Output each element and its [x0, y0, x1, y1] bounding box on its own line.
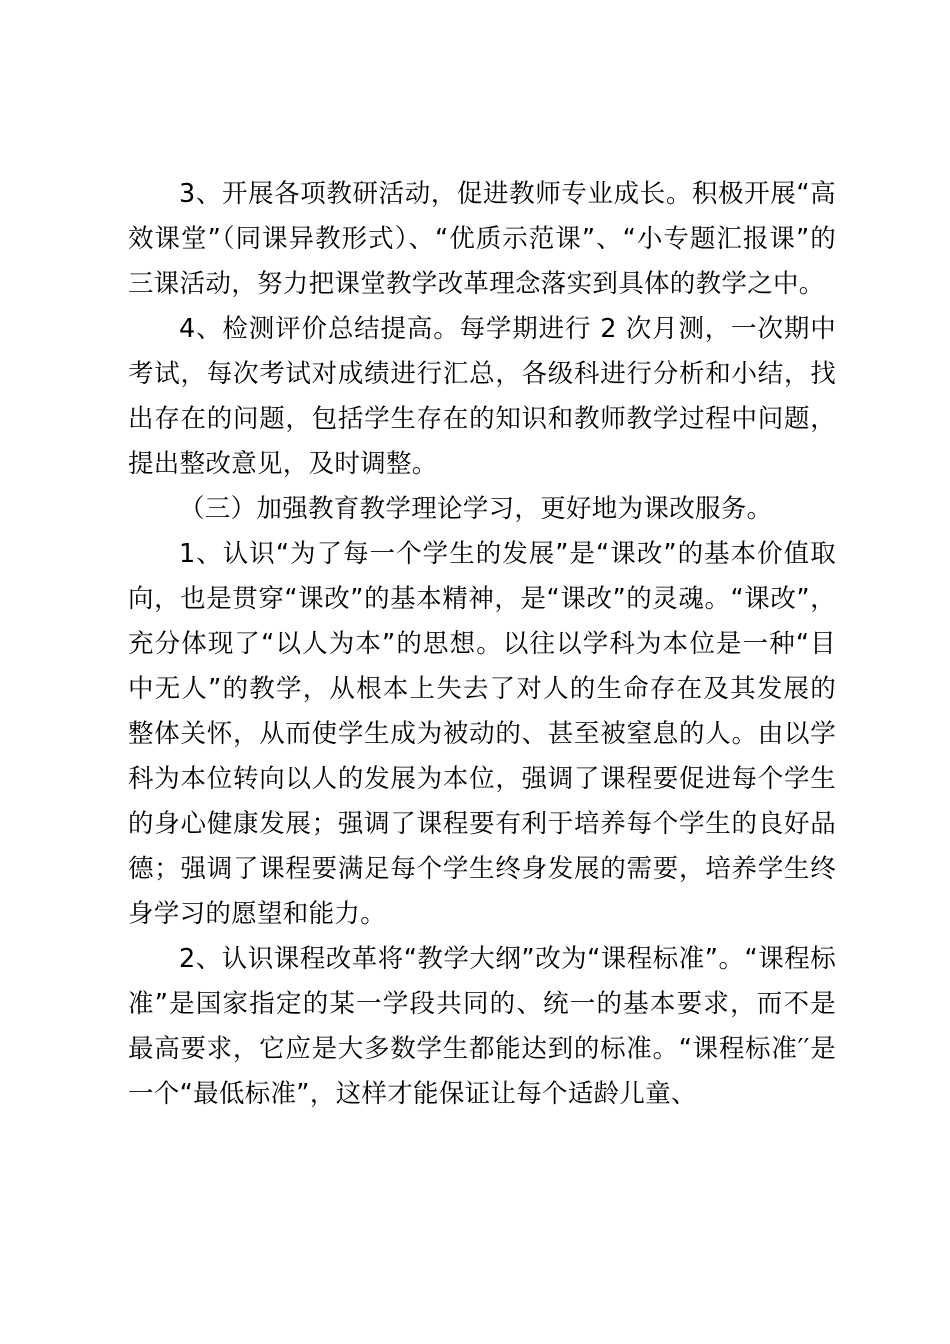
paragraph-item-1: 1、认识“为了每一个学生的发展”是“课改”的基本价值取向，也是贯穿“课改”的基本精神，是“课改”的灵魂。“课改”，充分体现了“以人为本”的思想。以往以学科为本位是一种“目中无人”的教学，从根本上失去了对人的生命存在及其发展的整体关怀，从而使学生成为被动的、甚至被窒息的人。由以学科为本位转向以人的发展为本位，强调了课程要促进每个学生的身心健康发展；强调了课程要有利于培养每个学生的良好品德；强调了课程要满足每个学生终身发展的需要，培养学生终身学习的愿望和能力。	[128, 539, 836, 929]
document-body	[128, 172, 836, 1117]
paragraph-item-3: 3、开展各项教研活动，促进教师专业成长。积极开展“高效课堂”（同课异教形式）、“优质示范课”、“小专题汇报课”的三课活动，努力把课堂教学改革理念落实到具体的教学之中。	[128, 179, 836, 299]
paragraph-item-2: 2、认识课程改革将“教学大纲”改为“课程标准”。“课程标准”是国家指定的某一学段共同的、统一的基本要求，而不是最高要求，它应是大多数学生都能达到的标准。“课程标准′′是一个“最低标准”，这样才能保证让每个适龄儿童、	[128, 944, 836, 1109]
paragraph-item-4: 4、检测评价总结提高。每学期进行 2 次月测，一次期中考试，每次考试对成绩进行汇总，各级科进行分析和小结，找出存在的问题，包括学生存在的知识和教师教学过程中问题，提出整改意见，及时调整。	[128, 314, 836, 479]
section-heading-3: （三）加强教育教学理论学习，更好地为课改服务。	[179, 494, 773, 524]
